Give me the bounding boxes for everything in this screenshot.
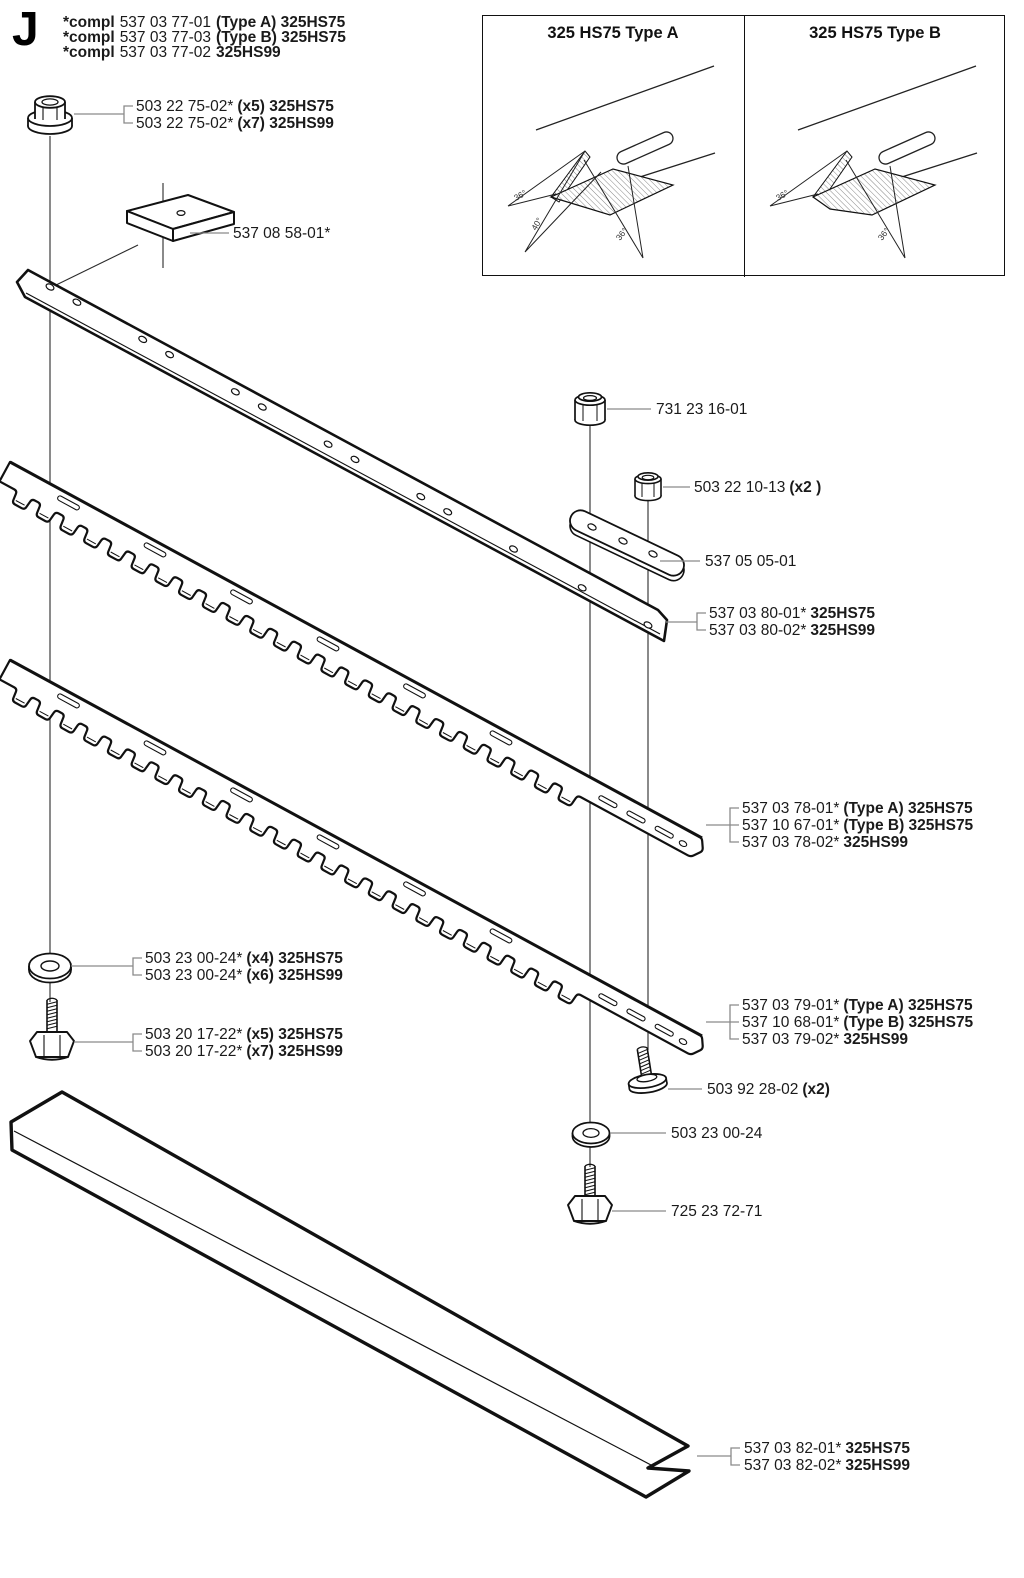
part-label-flange-nut: 503 22 75-02* (x7) 325HS99 xyxy=(136,115,334,132)
blade-cover-drawing xyxy=(11,1092,689,1497)
flange-nut-drawing xyxy=(28,96,72,134)
locknut-x2-drawing xyxy=(635,473,661,501)
angle-label: 40° xyxy=(529,215,545,232)
part-label-washer-left: 503 23 00-24* (x4) 325HS75 xyxy=(145,950,343,967)
part-label-bolt-right: 725 23 72-71 xyxy=(671,1203,763,1220)
part-label-connecting-plate: 537 05 05-01 xyxy=(705,553,797,570)
angle-label: 36° xyxy=(774,187,791,203)
blade-clip-drawing xyxy=(127,195,234,241)
part-label-flange-nut: 503 22 75-02* (x5) 325HS75 xyxy=(136,98,334,115)
bolt-left-drawing xyxy=(30,998,74,1060)
part-label-lower-blade: 537 03 79-02* 325HS99 xyxy=(742,1031,909,1048)
part-label-washer-right: 503 23 00-24 xyxy=(671,1125,763,1142)
part-label-upper-blade: 537 03 78-02* 325HS99 xyxy=(742,834,909,851)
part-label-blade-cover: 537 03 82-01* 325HS75 xyxy=(744,1440,911,1457)
lower-blade-drawing xyxy=(0,660,703,1054)
part-label-upper-blade: 537 03 78-01* (Type A) 325HS75 xyxy=(742,800,973,817)
inset-title-type-a: 325 HS75 Type A xyxy=(547,24,679,42)
angle-label: 36° xyxy=(875,225,892,243)
locknut-drawing xyxy=(575,393,605,425)
part-label-bolt-left: 503 20 17-22* (x5) 325HS75 xyxy=(145,1026,343,1043)
section-letter: J xyxy=(12,3,39,56)
part-label-upper-blade: 537 10 67-01* (Type B) 325HS75 xyxy=(742,817,974,834)
part-label-blade-cover: 537 03 82-02* 325HS99 xyxy=(744,1457,911,1474)
leader-lines xyxy=(71,106,740,1465)
part-label-bolt-left: 503 20 17-22* (x7) 325HS99 xyxy=(145,1043,343,1060)
part-label-locknut-x2: 503 22 10-13 (x2 ) xyxy=(694,479,822,496)
part-label-flat-screw: 503 92 28-02 (x2) xyxy=(707,1081,830,1098)
angle-label: 36° xyxy=(613,225,630,243)
angle-label: 36° xyxy=(512,187,529,203)
assembly-variant-line: *compl 537 03 77-03 (Type B) 325HS75 xyxy=(63,29,346,46)
part-label-lower-blade: 537 03 79-01* (Type A) 325HS75 xyxy=(742,997,973,1014)
assembly-variant-line: *compl 537 03 77-01 (Type A) 325HS75 xyxy=(63,14,346,31)
flat-screw-drawing xyxy=(623,1044,668,1095)
assembly-variant-list xyxy=(63,15,346,60)
inset-divider xyxy=(744,15,745,277)
part-label-locknut: 731 23 16-01 xyxy=(656,401,748,418)
guide-bar-drawing xyxy=(17,270,667,641)
part-label-blade-clip: 537 08 58-01* xyxy=(233,225,331,242)
part-label-guide-bar: 537 03 80-02* 325HS99 xyxy=(709,622,876,639)
assembly-variant-line: *compl 537 03 77-02 325HS99 xyxy=(63,44,281,61)
bolt-right-drawing xyxy=(568,1164,612,1224)
washer-left-drawing xyxy=(29,954,71,983)
washer-right-drawing xyxy=(573,1123,610,1148)
inset-title-type-b: 325 HS75 Type B xyxy=(809,24,941,42)
part-label-lower-blade: 537 10 68-01* (Type B) 325HS75 xyxy=(742,1014,974,1031)
part-label-washer-left: 503 23 00-24* (x6) 325HS99 xyxy=(145,967,343,984)
part-label-guide-bar: 537 03 80-01* 325HS75 xyxy=(709,605,876,622)
